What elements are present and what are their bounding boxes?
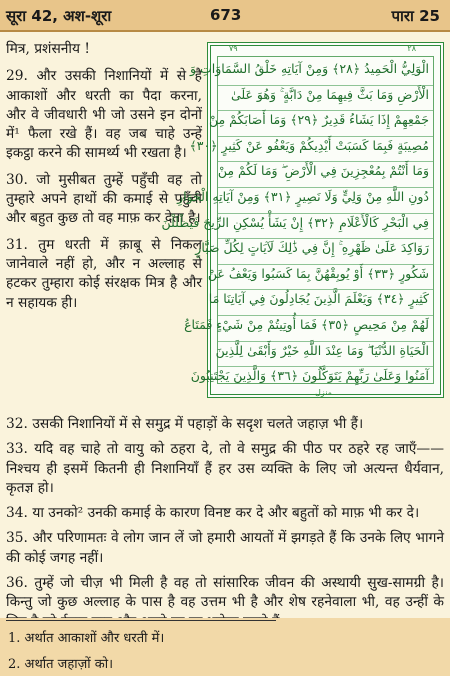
page-number: 673 <box>210 6 242 24</box>
footnote-1: 1. अर्थात आकाशों और धरती में। <box>8 631 165 646</box>
arabic-line: دُونِ اللَّهِ مِنْ وَلِيٍّ وَلَا نَصِيرٍ ﴿٣١﴾ وَمِنْ آيَاتِهِ الْجَوَارِ <box>177 189 429 204</box>
para-number: पारा 25 <box>391 7 440 25</box>
arabic-line-rule <box>218 85 433 86</box>
surah-title: सूरा 42, अश-शूरा <box>6 7 112 25</box>
arabic-text-panel <box>161 42 444 398</box>
arabic-lines-frame <box>161 56 434 384</box>
arabic-line: مُصِيبَةٍ فَبِمَا كَسَبَتْ أَيْدِيكُمْ وَيَعْفُو عَنْ كَثِيرٍ ﴿٣٠﴾ <box>189 137 429 153</box>
arabic-line-rule <box>218 264 433 265</box>
arabic-line-rule <box>218 136 433 137</box>
arabic-line-rule <box>218 315 433 316</box>
arabic-line: وَمَا أَنْتُمْ بِمُعْجِزِينَ فِي الْأَرْضِ ۖ وَمَا لَكُمْ مِنْ <box>217 163 429 179</box>
footnote-2: 2. अर्थात जहाज़ों को। <box>8 657 114 672</box>
arabic-line: لَهُمْ مِنْ مَحِيصٍ ﴿٣٥﴾ فَمَا أُوتِيتُمْ مِنْ شَيْءٍ فَمَتَاعُ <box>184 317 429 332</box>
verse-29: 29. और उसकी निशानियों में से है आकाशों और धरती का पैदा करना, और वे जीवधारी भी जो उसने इन दोनों में¹ फैला रखे हैं। वह जब चाहे उन्हें इकट्ठा करने की सामर्थ्य भी रखता है। <box>6 68 202 162</box>
verse-34: 34. या उनको² उनकी कमाई के कारण विनष्ट कर दे और बहुतों को माफ़ भी कर दे। <box>6 505 420 522</box>
verse-31: 31. तुम धरती में क़ाबू से निकल जानेवाले नहीं हो, और न अल्लाह से हटकर तुम्हारा कोई संरक्षक मित्र है और न सहायक ही। <box>6 236 202 311</box>
left-column-text <box>6 40 202 320</box>
arabic-line: جَمْعِهِمْ إِذَا يَشَاءُ قَدِيرٌ ﴿٢٩﴾ وَمَا أَصَابَكُمْ مِنْ <box>208 112 429 128</box>
arabic-line: آمَنُوا وَعَلَىٰ رَبِّهِمْ يَتَوَكَّلُونَ ﴿٣٦﴾ وَالَّذِينَ يَجْتَنِبُونَ <box>190 368 429 384</box>
arabic-line: رَوَاكِدَ عَلَىٰ ظَهْرِهِ ۚ إِنَّ فِي ذَٰلِكَ لَآيَاتٍ لِكُلِّ صَبَّارٍ <box>195 240 429 256</box>
full-width-text <box>6 415 444 638</box>
verse-36: 36. तुम्हें जो चीज़ भी मिली है वह तो सांसारिक जीवन की अस्थायी सुख-सामग्री है। किन्तु जो कुछ अल्लाह के पास है वह उत्तम भी है और शेष रहनेवाला भी, वह उन्हीं के <box>6 575 444 611</box>
panel-marker-top-right: ٢٨ <box>407 44 416 53</box>
panel-marker-top-left: ٧٩ <box>229 44 238 53</box>
arabic-line-rule <box>218 213 433 214</box>
arabic-line: الْوَلِيُّ الْحَمِيدُ ﴿٢٨﴾ وَمِنْ آيَاتِهِ خَلْقُ السَّمَاوَاتِ وَ <box>189 61 429 76</box>
verse-33: 33. यदि वह चाहे तो वायु को ठहरा दे, तो वे समुद्र की पीठ पर ठहरे रह जाएँ——निश्चय ही इसमें कितनी ही निशानियाँ हैं हर उस व्यक्ति के लिए जो अत्यन्त धैर्यवान, कृतज्ञ हो। <box>6 441 444 496</box>
footnote-divider <box>6 620 276 621</box>
verse-28-end: मित्र, प्रशंसनीय ! <box>6 41 90 57</box>
arabic-line: الْأَرْضِ وَمَا بَثَّ فِيهِمَا مِنْ دَابَّةٍ ۚ وَهُوَ عَلَىٰ <box>230 86 429 102</box>
arabic-line: الْحَيَاةِ الدُّنْيَا ۖ وَمَا عِنْدَ اللَّهِ خَيْرٌ وَأَبْقَىٰ لِلَّذِينَ <box>215 342 429 358</box>
panel-marker-bottom: منزل <box>315 388 332 397</box>
page-header <box>0 0 450 32</box>
arabic-line: فِي الْبَحْرِ كَالْأَعْلَامِ ﴿٣٢﴾ إِنْ يَشَأْ يُسْكِنِ الرِّيحَ فَيَظْلَلْنَ <box>161 214 429 230</box>
arabic-line: كَثِيرٍ ﴿٣٤﴾ وَيَعْلَمَ الَّذِينَ يُجَادِلُونَ فِي آيَاتِنَا مَا <box>208 291 429 307</box>
footnotes-section <box>0 618 450 676</box>
arabic-line-rule <box>218 341 433 342</box>
verse-32: 32. उसकी निशानियों में से समुद्र में पहाड़ों के सदृश चलते जहाज़ भी हैं। <box>6 416 364 432</box>
arabic-line: شَكُورٍ ﴿٣٣﴾ أَوْ يُوبِقْهُنَّ بِمَا كَسَبُوا وَيَعْفُ عَنْ <box>207 265 429 281</box>
verse-35: 35. और परिणामतः वे लोग जान लें जो हमारी आयतों में झगड़ते हैं कि उनके लिए भागने की कोई जगह नहीं। <box>6 530 444 566</box>
verse-30: 30. जो मुसीबत तुम्हें पहुँची वह तो तुम्हारे अपने हाथों की कमाई से पहुँची और बहुत कुछ तो वह माफ़ कर देता है। <box>6 171 202 227</box>
arabic-line-rule <box>218 187 433 188</box>
